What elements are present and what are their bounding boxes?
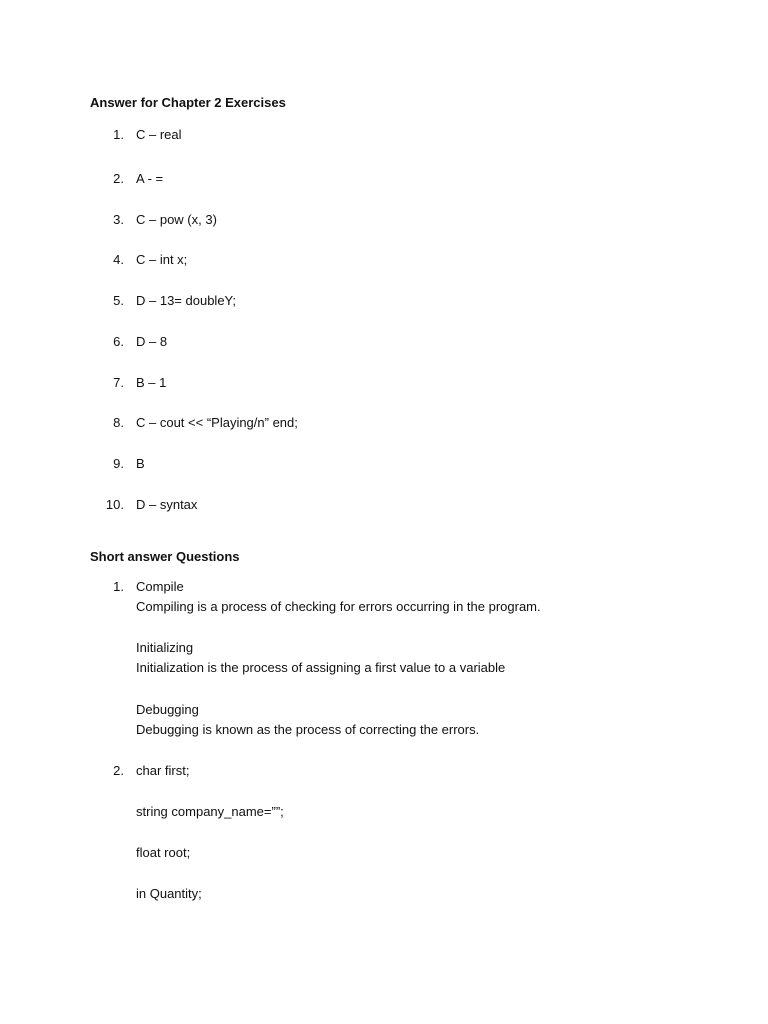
item-text: C – cout << “Playing/n” end; (136, 415, 298, 430)
definition-debugging: Debugging is known as the process of correcting the errors. (136, 722, 480, 737)
item-number: 8. (113, 415, 124, 430)
definition-compile: Compiling is a process of checking for errors occurring in the program. (136, 599, 541, 614)
item-text: D – 8 (136, 334, 168, 349)
item-number: 5. (113, 293, 124, 308)
term-initializing: Initializing (136, 640, 194, 655)
code-line: string company_name=””; (136, 804, 284, 819)
item-number: 6. (113, 334, 124, 349)
definition-initializing: Initialization is the process of assigning a first value to a variable (136, 660, 506, 675)
item-number: 7. (113, 375, 124, 390)
item-text: C – real (136, 127, 182, 142)
term-compile: Compile (136, 579, 184, 594)
chapter-heading: Answer for Chapter 2 Exercises (90, 95, 286, 110)
item-text: D – 13= doubleY; (136, 293, 236, 308)
item-number: 2. (113, 763, 124, 778)
code-line: float root; (136, 845, 191, 860)
item-number: 4. (113, 252, 124, 267)
item-number: 2. (113, 171, 124, 186)
item-text: D – syntax (136, 497, 198, 512)
code-line: in Quantity; (136, 886, 202, 901)
item-number: 10. (105, 497, 124, 512)
item-number: 1. (113, 579, 124, 594)
term-debugging: Debugging (136, 702, 199, 717)
item-text: B (136, 456, 145, 471)
item-text: C – int x; (136, 252, 188, 267)
code-line: char first; (136, 763, 190, 778)
item-text: B – 1 (136, 375, 167, 390)
item-text: A - = (136, 171, 164, 186)
item-number: 9. (113, 456, 124, 471)
item-text: C – pow (x, 3) (136, 212, 217, 227)
item-number: 1. (113, 127, 124, 142)
item-number: 3. (113, 212, 124, 227)
short-answer-heading: Short answer Questions (90, 549, 240, 564)
